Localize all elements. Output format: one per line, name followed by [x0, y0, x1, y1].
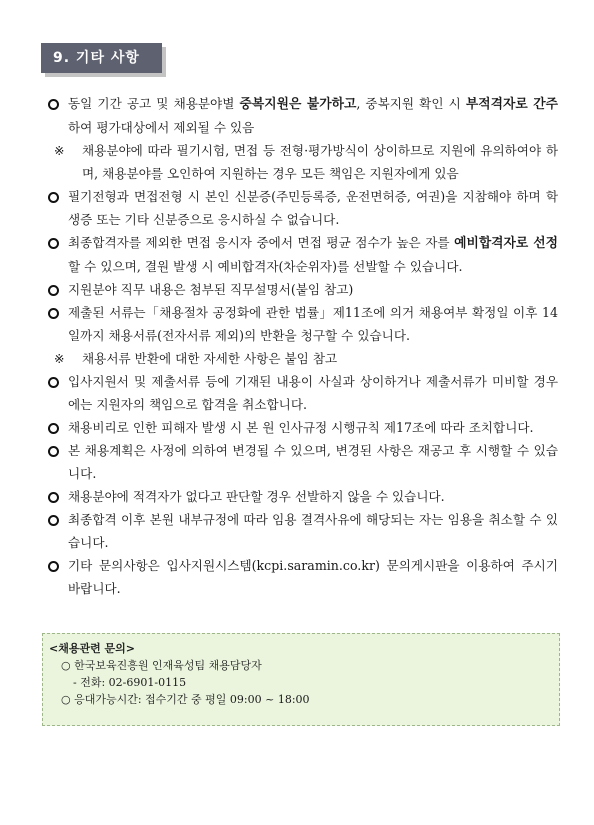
circle-bullet-icon: [48, 285, 59, 296]
item-text: 동일 기간 공고 및 채용분야별: [68, 96, 240, 111]
circle-bullet-icon: [48, 238, 59, 249]
circle-bullet-icon: [48, 377, 59, 388]
circle-bullet-icon: [48, 308, 59, 319]
emphasis-text: 부적격자로 간주: [465, 97, 558, 112]
item-text: 최종합격자를 제외한 면접 응시자 중에서 면접 평균 점수가 높은 자를: [68, 235, 455, 250]
list-item: [44, 554, 558, 600]
item-text: 기타 문의사항은 입사지원시스템(kcpi.saramin.co.kr) 문의게시판을 이용하여 주시기 바랍니다.: [68, 558, 558, 596]
emphasis-text: 중복지원은 불가하고: [239, 97, 357, 112]
contact-org: ○ 한국보육진흥원 인재육성팀 채용담당자: [61, 659, 262, 672]
item-text: 최종합격 이후 본원 내부규정에 따라 임용 결격사유에 해당되는 자는 임용을 취소할 수 있습니다.: [68, 512, 558, 550]
note-item: [44, 347, 558, 370]
list-item: [44, 92, 558, 139]
section-title: 9. 기타 사항: [41, 43, 162, 73]
circle-bullet-icon: [48, 446, 59, 457]
list-item: [44, 416, 558, 439]
circle-bullet-icon: [48, 515, 59, 526]
list-item: [44, 485, 558, 508]
notice-list: [44, 92, 558, 600]
circle-bullet-icon: [48, 192, 59, 203]
item-text: 채용분야에 따라 필기시험, 면접 등 전형·평가방식이 상이하므로 지원에 유의하여야 하며, 채용분야를 오인하여 지원하는 경우 모든 책임은 지원자에게 있음: [82, 143, 558, 181]
list-item: [44, 278, 558, 301]
item-text: 할 수 있으며, 결원 발생 시 예비합격자(차순위자)를 선발할 수 있습니다.: [68, 259, 463, 274]
list-item: [44, 231, 558, 278]
list-item: [44, 370, 558, 416]
reference-mark-icon: ※: [54, 351, 65, 366]
item-text: 필기전형과 면접전형 시 본인 신분증(주민등록증, 운전면허증, 여권)을 지참해야 하며 학생증 또는 기타 신분증으로 응시하실 수 없습니다.: [68, 189, 558, 227]
emphasis-text: 예비합격자로 선정: [454, 236, 558, 251]
item-text: 채용분야에 적격자가 없다고 판단할 경우 선발하지 않을 수 있습니다.: [68, 489, 445, 504]
circle-bullet-icon: [48, 99, 59, 110]
list-item: [44, 185, 558, 231]
contact-box: [42, 633, 560, 726]
note-item: [44, 139, 558, 185]
reference-mark-icon: ※: [54, 143, 65, 158]
circle-bullet-icon: [48, 561, 59, 572]
item-text: , 중복지원 확인 시: [356, 96, 466, 111]
item-text: 하여 평가대상에서 제외될 수 있음: [68, 120, 255, 135]
contact-hours: ○ 응대가능시간: 접수기간 중 평일 09:00 ~ 18:00: [61, 693, 310, 706]
item-text: 입사지원서 및 제출서류 등에 기재된 내용이 사실과 상이하거나 제출서류가 미비할 경우에는 지원자의 책임으로 합격을 취소합니다.: [68, 374, 558, 412]
item-text: 본 채용계획은 사정에 의하여 변경될 수 있으며, 변경된 사항은 재공고 후 시행할 수 있습니다.: [68, 443, 558, 481]
list-item: [44, 301, 558, 347]
item-text: 제출된 서류는「채용절차 공정화에 관한 법률」제11조에 의거 채용여부 확정일 이후 14일까지 채용서류(전자서류 제외)의 반환을 청구할 수 있습니다.: [68, 305, 558, 343]
circle-bullet-icon: [48, 423, 59, 434]
item-text: 채용서류 반환에 대한 자세한 사항은 붙임 참고: [82, 351, 338, 366]
contact-phone: - 전화: 02-6901-0115: [73, 676, 187, 689]
contact-title: <채용관련 문의>: [49, 642, 136, 655]
list-item: [44, 439, 558, 485]
item-text: 채용비리로 인한 피해자 발생 시 본 원 인사규정 시행규칙 제17조에 따라 조치합니다.: [68, 420, 534, 435]
circle-bullet-icon: [48, 492, 59, 503]
list-item: [44, 508, 558, 554]
item-text: 지원분야 직무 내용은 첨부된 직무설명서(붙임 참고): [68, 282, 354, 297]
